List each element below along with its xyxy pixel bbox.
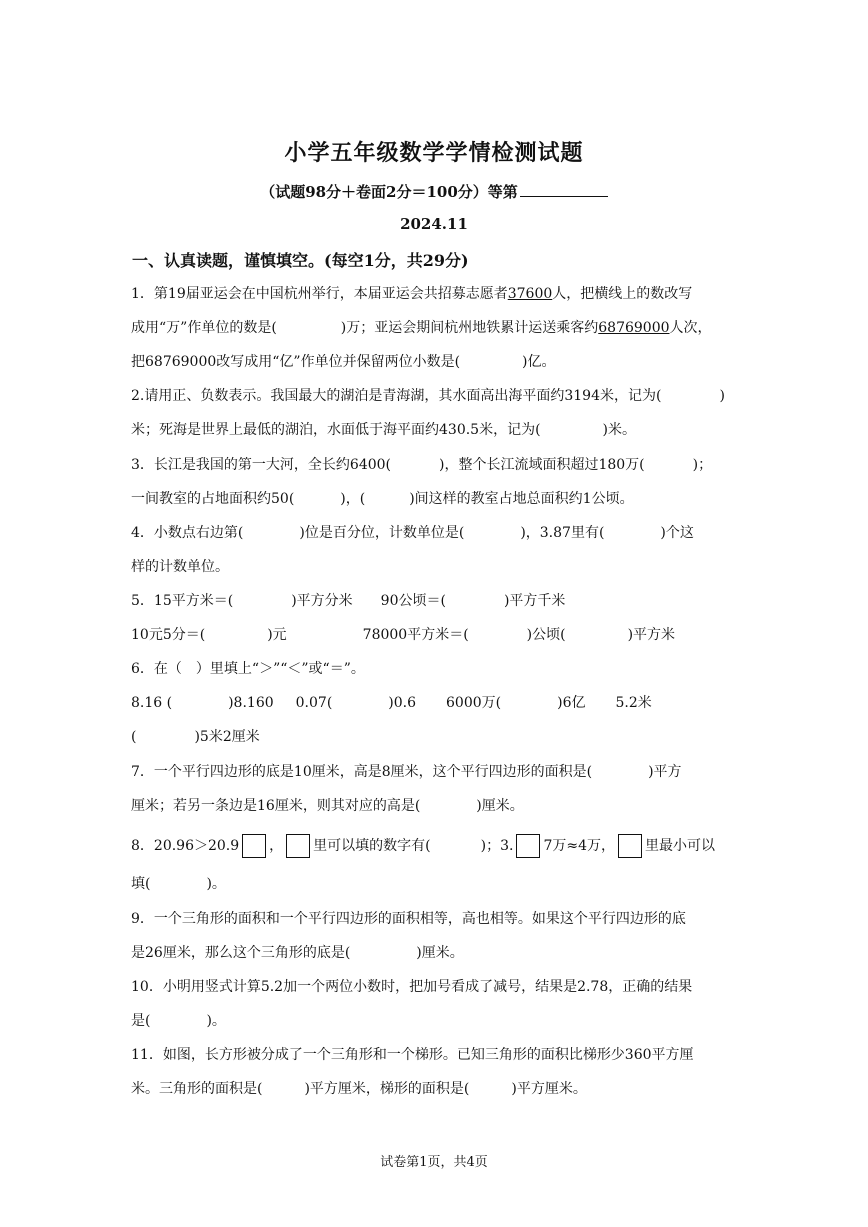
question-1-line-1 [131, 284, 751, 304]
q10-text-a: 是( [131, 1013, 151, 1029]
question-4-line-2: 样的计数单位。 [131, 559, 229, 575]
q7-text-c: 厘米；若另一条边是16厘米，则其对应的高是( [131, 798, 421, 814]
question-2-line-2 [131, 420, 751, 440]
q9-text-a: 是26厘米，那么这个三角形的底是( [131, 945, 351, 961]
question-5-line-2 [131, 625, 751, 645]
question-6-line-3 [131, 727, 751, 747]
q3-text-e: )，( [340, 491, 366, 507]
q8-text-d: )；3. [480, 838, 514, 854]
q5-text-f: )元 [267, 627, 287, 643]
q3-text-d: 一间教室的占地面积约50( [131, 491, 295, 507]
q1-text-a: 1．第19届亚运会在中国杭州举行，本届亚运会共招募志愿者 [131, 286, 508, 302]
q2-text-b: ) [719, 388, 725, 404]
q8-digit-box-4[interactable] [618, 834, 642, 858]
question-4-line-1 [131, 523, 751, 543]
q4-text-a: 4．小数点右边第( [131, 525, 244, 541]
question-7-line-1 [131, 762, 751, 782]
score-subtitle-text: （试题98分＋卷面2分＝100分）等第 [260, 183, 518, 201]
q1-text-g: )亿。 [522, 354, 556, 370]
question-1-line-3 [131, 352, 751, 372]
question-11-line-2 [131, 1079, 751, 1099]
q7-text-b: )平方 [648, 764, 682, 780]
q3-text-f: )间这样的教室占地总面积约1公顷。 [409, 491, 634, 507]
question-10-line-2 [131, 1011, 751, 1031]
question-9-line-1: 9．一个三角形的面积和一个平行四边形的面积相等，高也相等。如果这个平行四边形的底 [131, 911, 686, 927]
question-1-line-2 [131, 318, 751, 338]
q2-text-a: 2.请用正、负数表示。我国最大的湖泊是青海湖，其水面高出海平面约3194米，记为( [131, 388, 662, 404]
section-heading: 一、认真读题，谨慎填空。(每空1分，共29分) [132, 251, 469, 270]
q4-text-b: )位是百分位，计数单位是( [299, 525, 465, 541]
q3-text-c: )； [692, 457, 713, 473]
q5-text-a: 5．15平方米＝( [131, 593, 234, 609]
q2-text-c: 米；死海是世界上最低的湖泊，水面低于海平面约430.5米，记为( [131, 422, 541, 438]
exam-date: 2024.11 [400, 215, 468, 233]
question-3-line-2 [131, 489, 751, 509]
question-8-line-2 [131, 874, 751, 894]
q4-text-c: )，3.87里有( [520, 525, 605, 541]
question-3-line-1 [131, 455, 751, 475]
q1-text-e: 人次， [669, 320, 712, 336]
q1-text-b: 人，把横线上的数改写 [552, 286, 693, 302]
q6-text-e: 6000万( [446, 695, 502, 711]
q8-digit-box-2[interactable] [286, 834, 310, 858]
q5-text-c: 90公顷＝( [380, 593, 446, 609]
q5-text-g: 78000平方米＝( [362, 627, 469, 643]
q5-text-h: )公顷( [526, 627, 566, 643]
q6-text-a: 8.16 ( [131, 695, 173, 711]
question-2-line-1 [131, 386, 751, 406]
q8-text-g: 填( [131, 876, 151, 892]
question-8-line-1 [131, 834, 751, 858]
q6-text-b: )8.160 [228, 695, 274, 711]
q8-text-b: ， [269, 838, 284, 854]
question-7-line-2 [131, 796, 751, 816]
page-title: 小学五年级数学学情检测试题 [284, 140, 584, 166]
q8-text-c: 里可以填的数字有( [313, 838, 431, 854]
q4-text-d: )个这 [660, 525, 694, 541]
score-subtitle [0, 181, 868, 202]
q6-text-g: 5.2米 [615, 695, 652, 711]
q11-text-c: )平方厘米。 [511, 1081, 587, 1097]
q5-text-e: 10元5分＝( [131, 627, 206, 643]
q2-text-d: )米。 [602, 422, 637, 438]
q1-text-c: 成用“万”作单位的数是( [131, 320, 277, 336]
q8-text-e: 7万≈4万， [543, 838, 616, 854]
q11-text-a: 米。三角形的面积是( [131, 1081, 263, 1097]
question-10-line-1: 10．小明用竖式计算5.2加一个两位小数时，把加号看成了减号，结果是2.78，正确的结果 [131, 979, 693, 995]
q7-text-d: )厘米。 [476, 798, 524, 814]
q5-text-b: )平方分米 [291, 593, 353, 609]
q9-text-b: )厘米。 [416, 945, 464, 961]
q6-text-c: 0.07( [295, 695, 333, 711]
q3-text-b: )，整个长江流域面积超过180万( [439, 457, 645, 473]
q8-text-f: 里最小可以 [645, 838, 716, 854]
q3-text-a: 3．长江是我国的第一大河，全长约6400( [131, 457, 391, 473]
q5-text-i: )平方米 [627, 627, 676, 643]
question-5-line-1 [131, 591, 751, 611]
grade-blank[interactable] [520, 182, 608, 197]
q10-text-b: )。 [206, 1013, 226, 1029]
question-6-line-2 [131, 693, 751, 713]
question-9-line-2 [131, 943, 751, 963]
q6-text-d: )0.6 [388, 695, 417, 711]
q6-text-h: ( [131, 729, 137, 745]
q7-text-a: 7．一个平行四边形的底是10厘米，高是8厘米，这个平行四边形的面积是( [131, 764, 593, 780]
q6-text-i: )5米2厘米 [194, 729, 260, 745]
q11-text-b: )平方厘米，梯形的面积是( [304, 1081, 470, 1097]
q1-underlined-number: 37600 [507, 286, 553, 302]
q8-text-a: 8．20.96＞20.9 [131, 838, 240, 854]
q8-digit-box-3[interactable] [516, 834, 540, 858]
q1-underlined-number-2: 68769000 [598, 320, 670, 336]
question-11-line-1: 11．如图，长方形被分成了一个三角形和一个梯形。已知三角形的面积比梯形少360平方厘 [131, 1047, 694, 1063]
question-6-line-1: 6．在（ ）里填上“＞”“＜”或“＝”。 [131, 661, 365, 677]
q5-text-d: )平方千米 [503, 593, 566, 609]
page-footer: 试卷第1页，共4页 [380, 1155, 488, 1170]
q6-text-f: )6亿 [557, 695, 586, 711]
q1-text-f: 把68769000改写成用“亿”作单位并保留两位小数是( [131, 354, 461, 370]
q8-digit-box-1[interactable] [242, 834, 266, 858]
q8-text-h: )。 [206, 876, 226, 892]
q1-text-d: )万；亚运会期间杭州地铁累计运送乘客约 [340, 320, 599, 336]
